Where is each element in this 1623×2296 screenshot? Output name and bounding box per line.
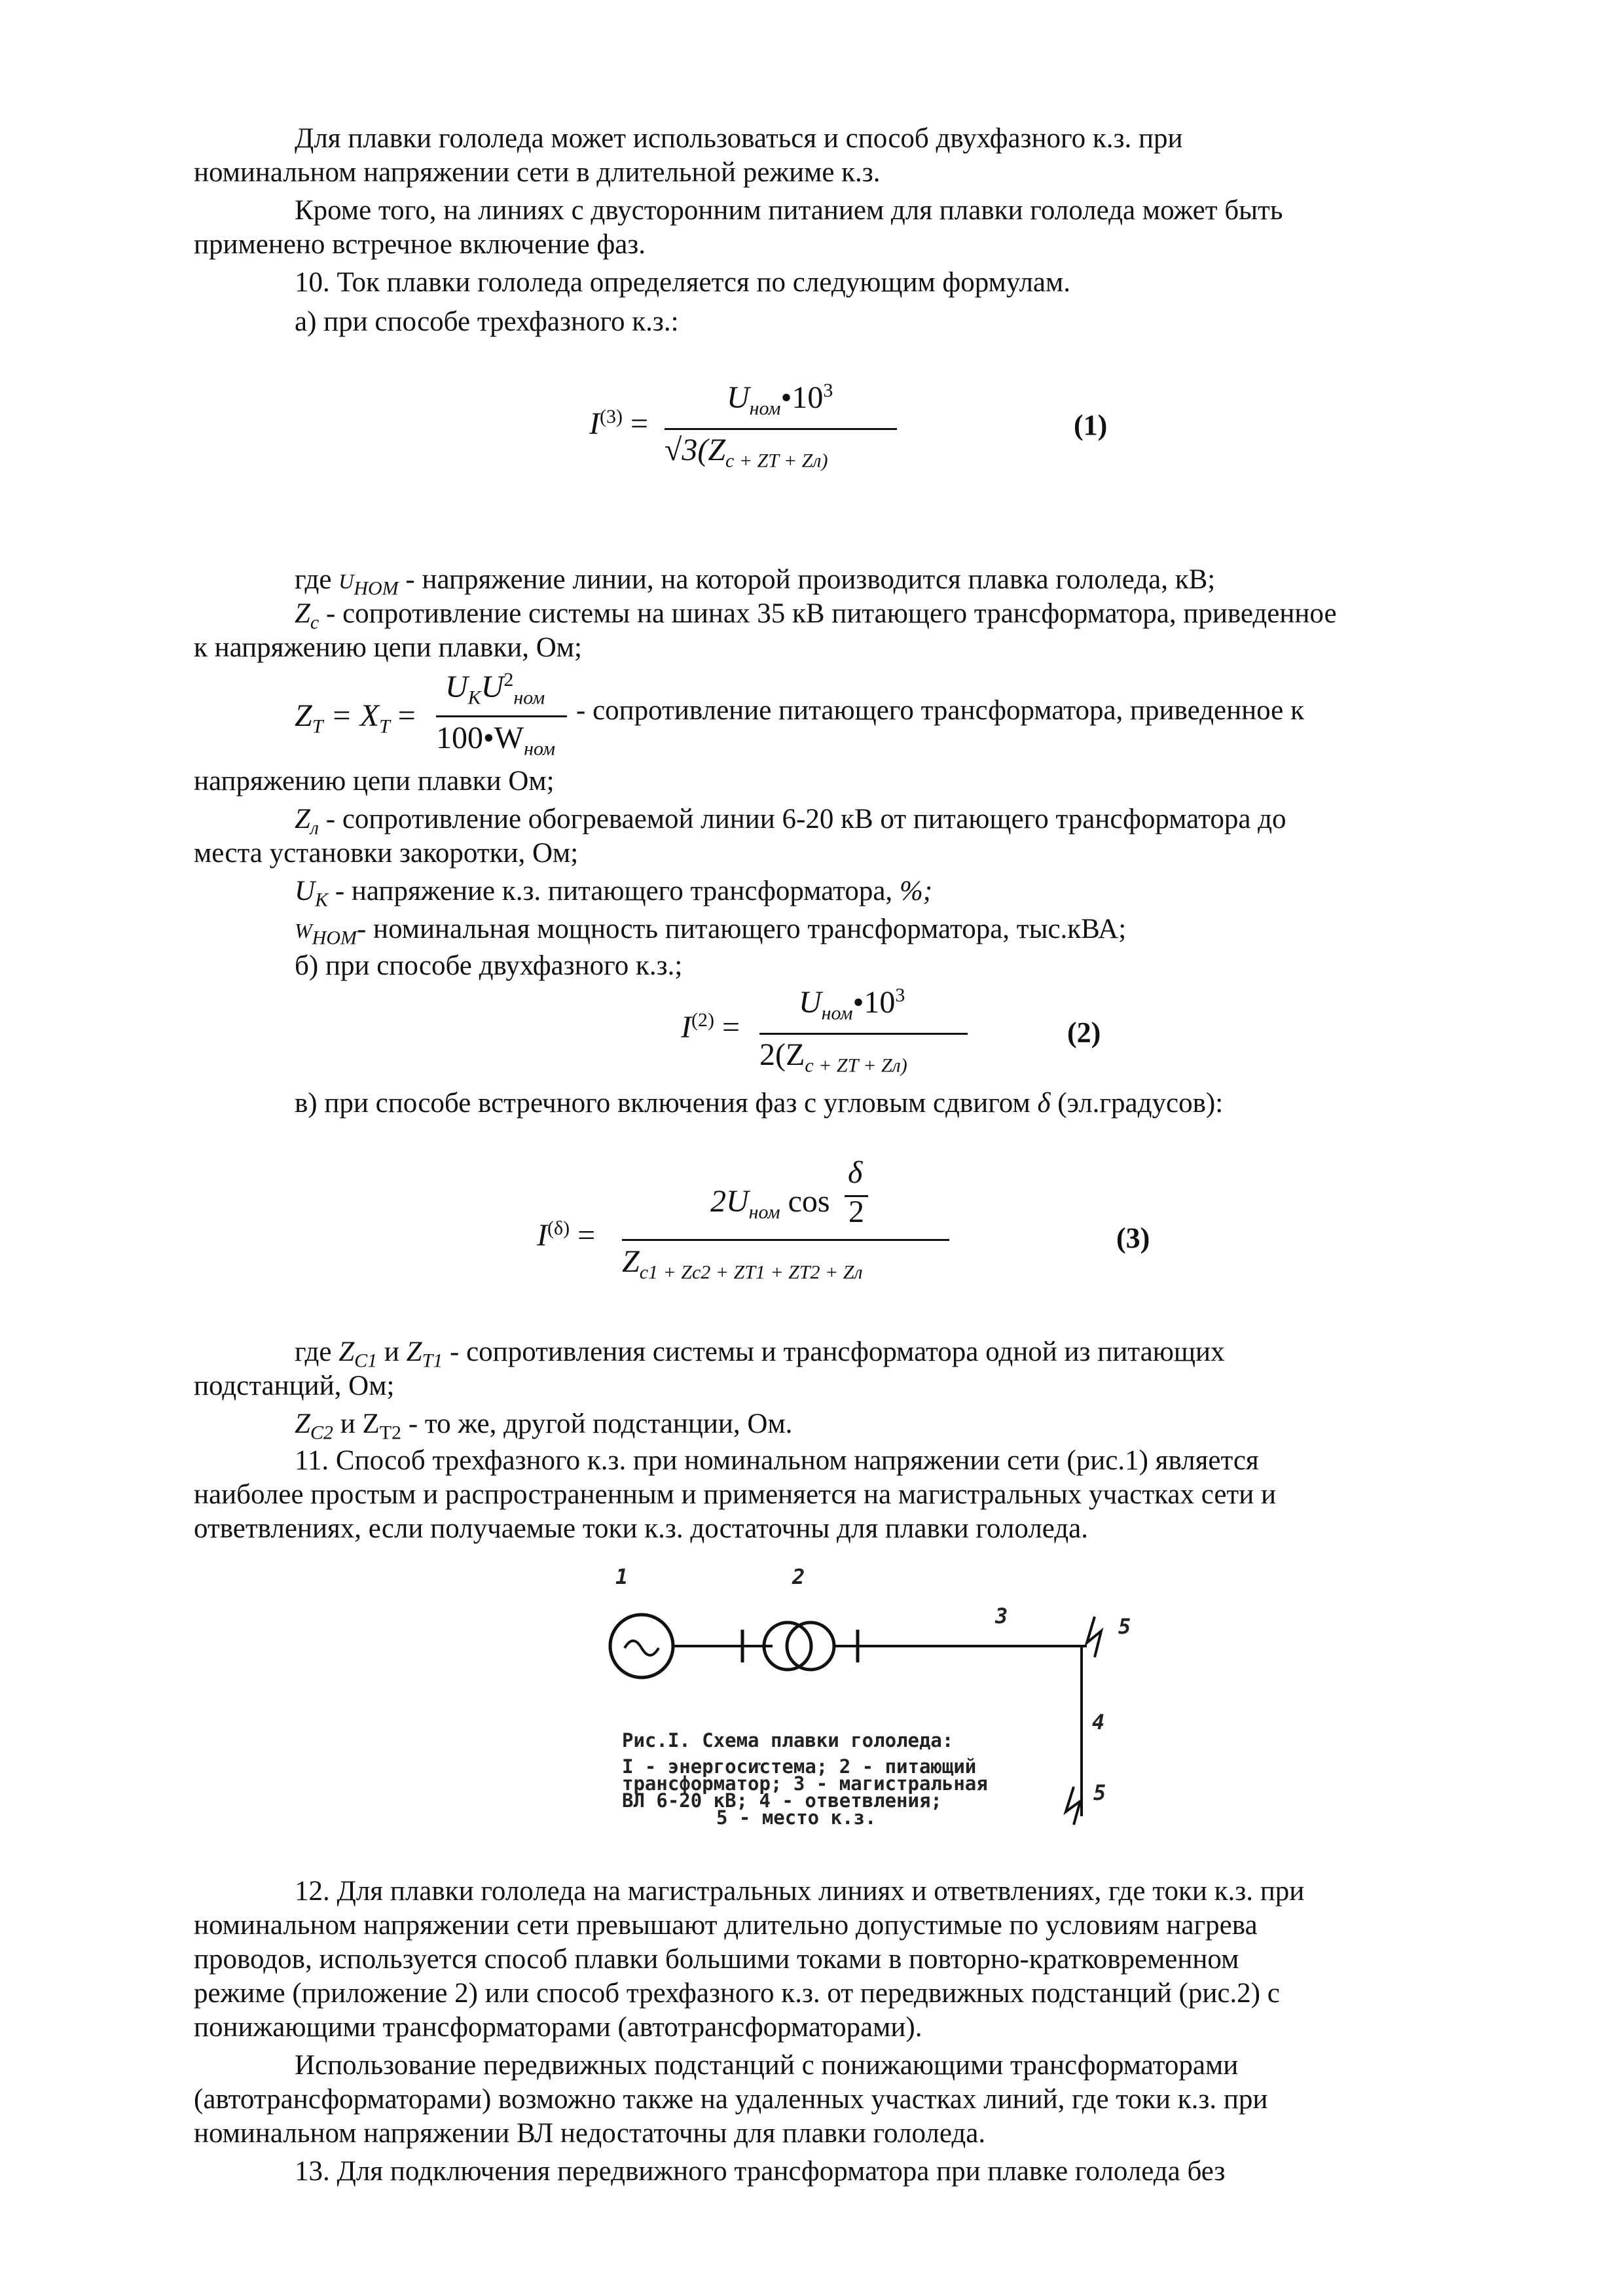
- paragraph-line: номинальном напряжении сети превышают длительно допустимые по условиям нагрева: [194, 1910, 1258, 1941]
- eq3-left: I: [537, 1218, 547, 1253]
- fig-label-1: 1: [615, 1564, 629, 1589]
- paragraph-line: напряжению цепи плавки Ом;: [194, 766, 555, 797]
- zc2-desc: - то же, другой подстанции, Ом.: [408, 1408, 793, 1439]
- v-method: в) при способе встречного включения фаз с угловым сдвигом: [295, 1088, 1030, 1119]
- zc1-symbol: Z: [338, 1336, 355, 1367]
- fig-label-2: 2: [792, 1564, 805, 1589]
- paragraph-line: Кроме того, на линиях с двусторонним питанием для плавки гололеда может быть: [295, 195, 1283, 226]
- eq2-number: (2): [1067, 1016, 1101, 1049]
- delta-symbol: δ: [1037, 1088, 1051, 1119]
- paragraph-line: Для плавки гололеда может использоваться и способ двухфазного к.з. при: [295, 123, 1183, 154]
- zt-left-sub: T: [312, 715, 323, 738]
- zt-fraction-bar: [436, 715, 567, 717]
- eq3-num: 2U: [710, 1184, 749, 1219]
- eq3-den-4: T2 + Z: [799, 1261, 854, 1283]
- eq3-den-2: c2 + Z: [691, 1261, 745, 1283]
- zt-num-exp: 2: [503, 669, 514, 691]
- paragraph-line: подстанций, Ом;: [194, 1371, 395, 1401]
- zc1-sub: C1: [354, 1350, 378, 1372]
- zc-desc: - сопротивление системы на шинах 35 кВ питающего трансформатора, приведенное: [326, 598, 1337, 629]
- uk-pct: %;: [899, 876, 933, 906]
- unom-sub: НОМ: [354, 577, 399, 600]
- zt-num: U: [445, 670, 468, 704]
- w-desc: - номинальная мощность питающего трансформатора, тыс.кВА;: [356, 914, 1127, 944]
- sine-wave-icon: [625, 1641, 659, 1655]
- eq2-num-exp: 3: [895, 984, 905, 1006]
- eq2-den-t: T + Z: [847, 1054, 892, 1077]
- fig-caption-line: I - энергосистема; 2 - питающий: [622, 1755, 977, 1778]
- eq2-left: I: [681, 1010, 691, 1045]
- eq1-sup: (3): [599, 406, 623, 427]
- definition-uk: [295, 874, 932, 918]
- paragraph-line: номинальном напряжении ВЛ недостаточны для плавки гололеда.: [194, 2118, 986, 2149]
- paragraph-line: наиболее простым и распространенным и применяется на магистральных участках сети и: [194, 1479, 1276, 1510]
- v-method2: (эл.градусов):: [1057, 1088, 1224, 1119]
- eq2-num-sub: ном: [821, 1002, 853, 1024]
- zt-num-sub: ном: [513, 687, 545, 709]
- uk-symbol: U: [295, 876, 316, 906]
- eq2-sup: (2): [691, 1009, 714, 1031]
- paragraph-line: 11. Способ трехфазного к.з. при номинальном напряжении сети (рис.1) является: [295, 1445, 1259, 1476]
- w-symbol: W: [295, 919, 312, 942]
- eq3-den-3: T1 + Z: [744, 1261, 799, 1283]
- eq3-den-1: c1 + Z: [639, 1261, 692, 1283]
- eq2-den: 2(Z: [759, 1037, 805, 1072]
- eq1-den-t: T + Z: [768, 450, 813, 472]
- eq1-num-exp: 3: [823, 380, 833, 401]
- eq1-den: √3(Z: [665, 433, 726, 467]
- paragraph-line: 13. Для подключения передвижного трансформатора при плавке гололеда без: [295, 2156, 1226, 2187]
- fig-label-3: 3: [995, 1604, 1008, 1628]
- zt-eq-sub: T: [379, 715, 390, 738]
- eq1-den-l: л): [812, 450, 828, 472]
- eq1-num-rest: •10: [780, 380, 824, 415]
- zc2-symbol: Z: [295, 1408, 310, 1439]
- zt1-sub: T1: [422, 1350, 443, 1372]
- zt-eq: = X: [331, 698, 380, 733]
- eq1-number: (1): [1074, 409, 1108, 441]
- zt-left: Z: [295, 698, 312, 733]
- zl-desc: - сопротивление обогреваемой линии 6-20 кВ от питающего трансформатора до: [325, 804, 1286, 834]
- eq3-sup: (δ): [547, 1217, 570, 1239]
- zt1-symbol: Z: [406, 1336, 422, 1367]
- fig-caption-line: ВЛ 6-20 кВ; 4 - ответвления;: [622, 1789, 942, 1812]
- eq3-num-delta: δ: [848, 1155, 863, 1190]
- paragraph-line: номинальном напряжении сети в длительной режиме к.з.: [194, 157, 881, 188]
- zt-desc: - сопротивление питающего трансформатора, приведенное к: [576, 695, 1304, 726]
- zl-sub: л: [310, 817, 319, 839]
- paragraph-line: 10. Ток плавки гололеда определяется по следующим формулам.: [295, 267, 1070, 298]
- zc-sub: c: [310, 611, 319, 634]
- paragraph-line: к напряжению цепи плавки, Ом;: [194, 632, 582, 663]
- paragraph-line: понижающими трансформаторами (автотрансформаторами).: [194, 2012, 922, 2043]
- fault-arrow-icon-2: [1066, 1787, 1080, 1825]
- unom-desc: - напряжение линии, на которой производится плавка гололеда, кВ;: [405, 564, 1216, 595]
- paragraph-line: а) при способе трехфазного к.з.:: [295, 306, 679, 337]
- eq1-den-rest: c + Z: [725, 450, 769, 472]
- definition-v: [295, 1086, 1223, 1121]
- paragraph-line: применено встречное включение фаз.: [194, 229, 646, 260]
- w-sub: НОМ: [312, 927, 357, 949]
- eq1-num-sub: ном: [749, 397, 781, 420]
- definition-zc1-zt1: [295, 1335, 1224, 1378]
- paragraph-line: проводов, используется способ плавки большими токами в повторно-кратковременном: [194, 1944, 1239, 1975]
- paragraph-line: режиме (приложение 2) или способ трехфазного к.з. от передвижных подстанций (рис.2) с: [194, 1978, 1280, 2009]
- fig-caption-line: Рис.I. Схема плавки гололеда:: [622, 1729, 954, 1751]
- eq2-num: U: [799, 985, 822, 1020]
- zc2-sub: C2: [310, 1422, 333, 1444]
- zc2-and: и: [340, 1408, 356, 1439]
- where3-and: и: [384, 1336, 399, 1367]
- eq3-num-two: 2: [848, 1194, 864, 1229]
- eq1-left: I: [589, 406, 600, 441]
- eq3-number: (3): [1116, 1222, 1150, 1254]
- eq3-den: Z: [622, 1244, 640, 1279]
- where3-desc: - сопротивления системы и трансформатора одной из питающих: [450, 1336, 1225, 1367]
- figure-1: [576, 1558, 1165, 1865]
- eq1-fraction-bar: [665, 428, 897, 430]
- zt2-sub: T2: [379, 1422, 402, 1444]
- eq3-den-5: л: [854, 1261, 863, 1283]
- zc-symbol: Z: [295, 598, 310, 629]
- zt-num-u: U: [481, 670, 504, 704]
- paragraph-line: Использование передвижных подстанций с понижающими трансформаторами: [295, 2050, 1239, 2081]
- fig-label-5a: 5: [1118, 1614, 1131, 1639]
- fig-caption-line: 5 - место к.з.: [716, 1806, 877, 1829]
- eq3-num-cos: cos: [788, 1184, 830, 1219]
- fig-label-4: 4: [1092, 1710, 1105, 1734]
- uk-desc: - напряжение к.з. питающего трансформатора,: [335, 876, 893, 906]
- paragraph-line: б) при способе двухфазного к.з.;: [295, 950, 683, 981]
- unom-symbol: U: [338, 569, 354, 593]
- eq3-fraction-bar: [622, 1239, 949, 1241]
- eq3-num-sub: ном: [748, 1201, 780, 1223]
- eq2-fraction-bar: [759, 1033, 968, 1035]
- fig-caption-line: трансформатор; 3 - магистральная: [622, 1772, 988, 1795]
- uk-sub: K: [315, 889, 329, 911]
- fault-arrow-icon: [1087, 1617, 1101, 1657]
- zt-num-k: K: [467, 687, 481, 709]
- zl-symbol: Z: [295, 804, 310, 834]
- eq2-den-l: л): [892, 1054, 907, 1077]
- paragraph-line: ответвлениях, если получаемые токи к.з. достаточны для плавки гололеда.: [194, 1513, 1089, 1544]
- fig-label-5b: 5: [1093, 1780, 1106, 1805]
- zt2-symbol: Z: [362, 1408, 380, 1439]
- where3-word: где: [295, 1336, 332, 1367]
- zt-eq2: =: [397, 698, 416, 733]
- zt-den: 100•W: [436, 721, 524, 755]
- zt-den-sub: ном: [524, 738, 555, 760]
- eq2-den-rest: c + Z: [805, 1054, 848, 1077]
- where-word: где: [295, 564, 332, 595]
- eq1-num: U: [727, 380, 750, 415]
- paragraph-line: места установки закоротки, Ом;: [194, 838, 579, 869]
- eq2-num-rest: •10: [852, 985, 896, 1020]
- paragraph-line: 12. Для плавки гололеда на магистральных линиях и ответвлениях, где токи к.з. при: [295, 1876, 1305, 1907]
- paragraph-line: (автотрансформаторами) возможно также на удаленных участках линий, где токи к.з. при: [194, 2084, 1268, 2115]
